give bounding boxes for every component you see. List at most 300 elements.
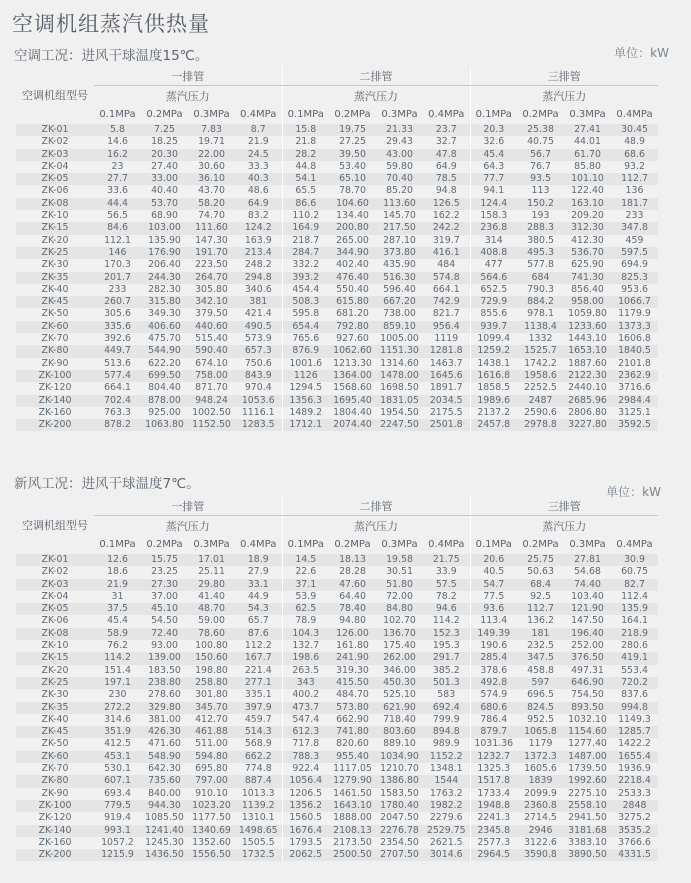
value-cell: 2108.13 — [329, 825, 376, 837]
value-cell: 264.70 — [188, 272, 235, 284]
table-row — [16, 358, 658, 370]
value-cell: 252.00 — [564, 640, 611, 652]
value-cell: 741.30 — [564, 272, 611, 284]
value-cell: 674.10 — [188, 358, 235, 370]
value-cell: 577.8 — [517, 259, 564, 271]
value-cell: 475.70 — [141, 333, 188, 345]
value-cell: 112.4 — [611, 591, 658, 603]
value-cell: 876.9 — [282, 345, 329, 357]
value-cell: 564.6 — [470, 272, 517, 284]
value-cell: 126.5 — [423, 198, 470, 210]
value-cell: 2275.10 — [564, 788, 611, 800]
value-cell: 803.60 — [376, 726, 423, 738]
value-cell: 1487.00 — [564, 751, 611, 763]
model-cell: ZK-05 — [16, 603, 94, 615]
value-cell: 110.2 — [282, 210, 329, 222]
value-cell: 14.6 — [94, 136, 141, 148]
value-cell: 121.90 — [564, 603, 611, 615]
value-cell: 183.50 — [141, 665, 188, 677]
value-cell: 754.50 — [564, 689, 611, 701]
value-cell: 910.10 — [188, 788, 235, 800]
value-cell: 103.40 — [564, 591, 611, 603]
value-cell: 74.70 — [188, 210, 235, 222]
row-group-header: 三排管 — [470, 496, 658, 516]
value-cell: 392.6 — [94, 333, 141, 345]
value-cell: 664.1 — [423, 284, 470, 296]
value-cell: 56.7 — [517, 149, 564, 161]
value-cell: 319.30 — [329, 665, 376, 677]
value-cell: 1232.7 — [470, 751, 517, 763]
model-cell: ZK-20 — [16, 235, 94, 247]
value-cell: 435.90 — [376, 259, 423, 271]
value-cell: 373.80 — [376, 247, 423, 259]
value-cell: 277.1 — [235, 677, 282, 689]
value-cell: 57.5 — [423, 579, 470, 591]
value-cell: 151.4 — [94, 665, 141, 677]
value-cell: 2252.5 — [517, 382, 564, 394]
value-cell: 381.00 — [141, 714, 188, 726]
value-cell: 139.00 — [141, 652, 188, 664]
table-row — [16, 395, 658, 407]
value-cell: 621.90 — [376, 702, 423, 714]
value-cell: 2345.8 — [470, 825, 517, 837]
value-cell: 27.41 — [564, 124, 611, 136]
value-cell: 799.9 — [423, 714, 470, 726]
value-cell: 29.80 — [188, 579, 235, 591]
value-cell: 14.5 — [282, 554, 329, 566]
value-cell: 1568.60 — [329, 382, 376, 394]
value-cell: 939.7 — [470, 321, 517, 333]
value-cell: 1698.50 — [376, 382, 423, 394]
value-cell: 39.50 — [329, 149, 376, 161]
value-cell: 1241.40 — [141, 825, 188, 837]
model-cell: ZK-03 — [16, 579, 94, 591]
table-row — [16, 812, 658, 824]
value-cell: 1804.40 — [329, 407, 376, 419]
pressure-column-header: 0.3MPa — [193, 539, 230, 550]
value-cell: 27.81 — [564, 554, 611, 566]
table2-subtitle: 新风工况：进风干球温度7℃。 — [14, 476, 200, 492]
value-cell: 501.3 — [423, 677, 470, 689]
value-cell: 1936.9 — [611, 763, 658, 775]
value-cell: 74.40 — [564, 579, 611, 591]
value-cell: 78.40 — [329, 603, 376, 615]
value-cell: 1099.4 — [470, 333, 517, 345]
value-cell: 164.9 — [282, 222, 329, 234]
value-cell: 33.9 — [423, 566, 470, 578]
value-cell: 158.3 — [470, 210, 517, 222]
value-cell: 170.3 — [94, 259, 141, 271]
value-cell: 879.7 — [470, 726, 517, 738]
value-cell: 1560.5 — [282, 812, 329, 824]
value-cell: 1742.2 — [517, 358, 564, 370]
value-cell: 33.6 — [94, 185, 141, 197]
value-cell: 2621.5 — [423, 837, 470, 849]
value-cell: 642.30 — [141, 763, 188, 775]
value-cell: 232.5 — [517, 640, 564, 652]
value-cell: 263.5 — [282, 665, 329, 677]
value-cell: 680.6 — [470, 702, 517, 714]
value-cell: 1954.50 — [376, 407, 423, 419]
value-cell: 788.3 — [282, 751, 329, 763]
value-cell: 415.50 — [329, 677, 376, 689]
value-cell: 112.1 — [94, 235, 141, 247]
value-cell: 1245.30 — [141, 837, 188, 849]
model-cell: ZK-30 — [16, 259, 94, 271]
table-row — [16, 615, 658, 627]
value-cell: 260.7 — [94, 296, 141, 308]
value-cell: 230 — [94, 689, 141, 701]
value-cell: 553.4 — [611, 665, 658, 677]
value-cell: 825.3 — [611, 272, 658, 284]
table-row — [16, 161, 658, 173]
value-cell: 1525.7 — [517, 345, 564, 357]
table-row — [16, 738, 658, 750]
model-cell: ZK-35 — [16, 272, 94, 284]
value-cell: 729.9 — [470, 296, 517, 308]
value-cell: 7.83 — [188, 124, 235, 136]
value-cell: 3125.1 — [611, 407, 658, 419]
value-cell: 1372.3 — [517, 751, 564, 763]
value-cell: 1001.6 — [282, 358, 329, 370]
value-cell: 547.4 — [282, 714, 329, 726]
steam-pressure-header: 蒸汽压力 — [470, 86, 658, 106]
value-cell: 278.60 — [141, 689, 188, 701]
value-cell: 43.00 — [376, 149, 423, 161]
value-cell: 76.2 — [94, 640, 141, 652]
value-cell: 54.68 — [564, 566, 611, 578]
value-cell: 2354.50 — [376, 837, 423, 849]
value-cell: 92.5 — [517, 591, 564, 603]
pressure-column-header: 0.2MPa — [146, 109, 183, 120]
value-cell: 662.2 — [235, 751, 282, 763]
value-cell: 2360.8 — [517, 800, 564, 812]
value-cell: 93.00 — [141, 640, 188, 652]
value-cell: 978.1 — [517, 308, 564, 320]
value-cell: 471.60 — [141, 738, 188, 750]
value-cell: 1285.7 — [611, 726, 658, 738]
value-cell: 3383.10 — [564, 837, 611, 849]
table-row — [16, 763, 658, 775]
model-cell: ZK-160 — [16, 407, 94, 419]
table1-subtitle: 空调工况：进风干球温度15℃。 — [14, 48, 209, 64]
value-cell: 925.00 — [141, 407, 188, 419]
value-cell: 30.45 — [611, 124, 658, 136]
value-cell: 23.7 — [423, 124, 470, 136]
pressure-column-header: 0.4MPa — [240, 109, 277, 120]
value-cell: 3122.6 — [517, 837, 564, 849]
pressure-column-header: 0.4MPa — [616, 539, 653, 550]
value-cell: 684 — [517, 272, 564, 284]
value-cell: 124.4 — [470, 198, 517, 210]
value-cell: 1065.8 — [517, 726, 564, 738]
model-cell: ZK-40 — [16, 714, 94, 726]
value-cell: 380.5 — [517, 235, 564, 247]
value-cell: 1031.36 — [470, 738, 517, 750]
value-cell: 1386.80 — [376, 775, 423, 787]
value-cell: 21.33 — [376, 124, 423, 136]
value-cell: 3890.50 — [564, 849, 611, 861]
value-cell: 792.80 — [329, 321, 376, 333]
pressure-column-header: 0.2MPa — [146, 539, 183, 550]
value-cell: 484 — [423, 259, 470, 271]
table-row — [16, 628, 658, 640]
value-cell: 78.9 — [282, 615, 329, 627]
table-row — [16, 333, 658, 345]
value-cell: 843.9 — [235, 370, 282, 382]
value-cell: 758.00 — [188, 370, 235, 382]
table-row — [16, 788, 658, 800]
value-cell: 574.8 — [423, 272, 470, 284]
value-cell: 134.40 — [329, 210, 376, 222]
value-cell: 657.3 — [235, 345, 282, 357]
table-row — [16, 321, 658, 333]
value-cell: 2685.96 — [564, 395, 611, 407]
value-cell: 18.25 — [141, 136, 188, 148]
value-cell: 47.60 — [329, 579, 376, 591]
value-cell: 1461.50 — [329, 788, 376, 800]
value-cell: 85.80 — [564, 161, 611, 173]
value-cell: 94.6 — [423, 603, 470, 615]
value-cell: 162.2 — [423, 210, 470, 222]
value-cell: 25.38 — [517, 124, 564, 136]
pressure-column-header: 0.4MPa — [428, 109, 465, 120]
table-row — [16, 136, 658, 148]
value-cell: 3590.8 — [517, 849, 564, 861]
value-cell: 233 — [94, 284, 141, 296]
value-cell: 262.00 — [376, 652, 423, 664]
value-cell: 102.70 — [376, 615, 423, 627]
value-cell: 607.1 — [94, 775, 141, 787]
value-cell: 1891.7 — [423, 382, 470, 394]
value-cell: 654.4 — [282, 321, 329, 333]
value-cell: 1149.3 — [611, 714, 658, 726]
table-row — [16, 308, 658, 320]
pressure-column-header: 0.1MPa — [99, 109, 136, 120]
model-cell: ZK-15 — [16, 222, 94, 234]
model-cell: ZK-25 — [16, 247, 94, 259]
value-cell: 112.7 — [611, 173, 658, 185]
value-cell: 30.51 — [376, 566, 423, 578]
value-cell: 12.6 — [94, 554, 141, 566]
value-cell: 397.9 — [235, 702, 282, 714]
value-cell: 577.4 — [94, 370, 141, 382]
value-cell: 1958.6 — [517, 370, 564, 382]
pressure-column-header: 0.4MPa — [240, 539, 277, 550]
value-cell: 37.1 — [282, 579, 329, 591]
value-cell: 147.50 — [564, 615, 611, 627]
value-cell: 1340.69 — [188, 825, 235, 837]
value-cell: 1005.00 — [376, 333, 423, 345]
value-cell: 238.80 — [141, 677, 188, 689]
value-cell: 94.8 — [423, 185, 470, 197]
value-cell: 516.30 — [376, 272, 423, 284]
value-cell: 54.7 — [470, 579, 517, 591]
value-cell: 2941.50 — [564, 812, 611, 824]
value-cell: 24.5 — [235, 149, 282, 161]
table1-unit-label: 单位：kW — [614, 46, 669, 60]
value-cell: 694.9 — [611, 259, 658, 271]
value-cell: 738.00 — [376, 308, 423, 320]
value-cell: 22.00 — [188, 149, 235, 161]
value-cell: 893.50 — [564, 702, 611, 714]
value-cell: 301.80 — [188, 689, 235, 701]
value-cell: 2848 — [611, 800, 658, 812]
value-cell: 536.70 — [564, 247, 611, 259]
value-cell: 248.2 — [235, 259, 282, 271]
value-cell: 1314.60 — [376, 358, 423, 370]
value-cell: 44.8 — [282, 161, 329, 173]
value-cell: 1606.8 — [611, 333, 658, 345]
model-cell: ZK-140 — [16, 825, 94, 837]
value-cell: 378.6 — [470, 665, 517, 677]
value-cell: 1279.90 — [329, 775, 376, 787]
value-cell: 21.9 — [235, 136, 282, 148]
value-cell: 1056.4 — [282, 775, 329, 787]
value-cell: 94.80 — [329, 615, 376, 627]
value-cell: 61.70 — [564, 149, 611, 161]
value-cell: 346.00 — [376, 665, 423, 677]
table-row — [16, 382, 658, 394]
value-cell: 1117.05 — [329, 763, 376, 775]
value-cell: 101.10 — [564, 173, 611, 185]
value-cell: 1013.3 — [235, 788, 282, 800]
value-cell: 287.10 — [376, 235, 423, 247]
row-group-header: 一排管 — [94, 66, 282, 86]
model-cell: ZK-70 — [16, 763, 94, 775]
value-cell: 994.8 — [611, 702, 658, 714]
value-cell: 820.60 — [329, 738, 376, 750]
table-row — [16, 652, 658, 664]
model-cell: ZK-08 — [16, 198, 94, 210]
value-cell: 16.2 — [94, 149, 141, 161]
value-cell: 114.2 — [423, 615, 470, 627]
value-cell: 47.8 — [423, 149, 470, 161]
value-cell: 765.6 — [282, 333, 329, 345]
value-cell: 44.01 — [564, 136, 611, 148]
value-cell: 596.40 — [376, 284, 423, 296]
value-cell: 1989.6 — [470, 395, 517, 407]
value-cell: 1583.50 — [376, 788, 423, 800]
model-cell: ZK-70 — [16, 333, 94, 345]
value-cell: 113 — [517, 185, 564, 197]
value-cell: 597 — [517, 677, 564, 689]
value-cell: 583 — [423, 689, 470, 701]
table-row — [16, 345, 658, 357]
pressure-column-header: 0.1MPa — [99, 539, 136, 550]
value-cell: 78.70 — [329, 185, 376, 197]
value-cell: 492.8 — [470, 677, 517, 689]
value-cell: 450.30 — [376, 677, 423, 689]
value-cell: 20.6 — [470, 554, 517, 566]
value-cell: 840.00 — [141, 788, 188, 800]
value-cell: 573.80 — [329, 702, 376, 714]
value-cell: 27.9 — [235, 566, 282, 578]
value-cell: 33.00 — [141, 173, 188, 185]
value-cell: 76.7 — [517, 161, 564, 173]
value-cell: 3766.6 — [611, 837, 658, 849]
value-cell: 1653.10 — [564, 345, 611, 357]
value-cell: 948.24 — [188, 395, 235, 407]
value-cell: 68.6 — [611, 149, 658, 161]
value-cell: 1556.50 — [188, 849, 235, 861]
value-cell: 94.1 — [470, 185, 517, 197]
table-row — [16, 149, 658, 161]
value-cell: 1505.5 — [235, 837, 282, 849]
model-cell: ZK-02 — [16, 136, 94, 148]
value-cell: 1139.2 — [235, 800, 282, 812]
value-cell: 54.50 — [141, 615, 188, 627]
value-cell: 2501.8 — [423, 419, 470, 431]
value-cell: 265.00 — [329, 235, 376, 247]
value-cell: 1498.65 — [235, 825, 282, 837]
value-cell: 51.80 — [376, 579, 423, 591]
value-cell: 742.9 — [423, 296, 470, 308]
model-cell: ZK-90 — [16, 788, 94, 800]
value-cell: 22.6 — [282, 566, 329, 578]
value-cell: 735.60 — [141, 775, 188, 787]
value-cell: 72.00 — [376, 591, 423, 603]
value-cell: 93.5 — [517, 173, 564, 185]
value-cell: 136.2 — [517, 615, 564, 627]
value-cell: 622.20 — [141, 358, 188, 370]
value-cell: 804.40 — [141, 382, 188, 394]
value-cell: 662.90 — [329, 714, 376, 726]
value-cell: 859.10 — [376, 321, 423, 333]
value-cell: 2276.78 — [376, 825, 423, 837]
model-cell: ZK-10 — [16, 210, 94, 222]
value-cell: 824.5 — [517, 702, 564, 714]
pressure-column-header: 0.2MPa — [334, 539, 371, 550]
value-cell: 477 — [470, 259, 517, 271]
value-cell: 209.20 — [564, 210, 611, 222]
value-cell: 693.4 — [94, 788, 141, 800]
value-cell: 1831.05 — [376, 395, 423, 407]
table-row — [16, 185, 658, 197]
model-cell: ZK-50 — [16, 308, 94, 320]
value-cell: 25.11 — [188, 566, 235, 578]
table-row — [16, 665, 658, 677]
value-cell: 3716.6 — [611, 382, 658, 394]
table2-unit-label: 单位：kW — [606, 485, 661, 499]
value-cell: 695.80 — [188, 763, 235, 775]
value-cell: 28.2 — [282, 149, 329, 161]
value-cell: 45.4 — [470, 149, 517, 161]
value-cell: 344.90 — [329, 247, 376, 259]
table-row — [16, 198, 658, 210]
row-group-header: 二排管 — [282, 496, 470, 516]
table-row — [16, 124, 658, 136]
value-cell: 161.80 — [329, 640, 376, 652]
value-cell: 402.40 — [329, 259, 376, 271]
value-cell: 1213.30 — [329, 358, 376, 370]
value-cell: 652.5 — [470, 284, 517, 296]
value-cell: 595.8 — [282, 308, 329, 320]
value-cell: 1281.8 — [423, 345, 470, 357]
value-cell: 32.6 — [470, 136, 517, 148]
value-cell: 58.20 — [188, 198, 235, 210]
value-cell: 2487 — [517, 395, 564, 407]
value-cell: 20.30 — [141, 149, 188, 161]
value-cell: 32.7 — [423, 136, 470, 148]
model-cell: ZK-35 — [16, 702, 94, 714]
value-cell: 19.75 — [329, 124, 376, 136]
model-cell: ZK-80 — [16, 775, 94, 787]
value-cell: 3014.6 — [423, 849, 470, 861]
table-row — [16, 222, 658, 234]
value-cell: 53.9 — [282, 591, 329, 603]
value-cell: 70.40 — [376, 173, 423, 185]
